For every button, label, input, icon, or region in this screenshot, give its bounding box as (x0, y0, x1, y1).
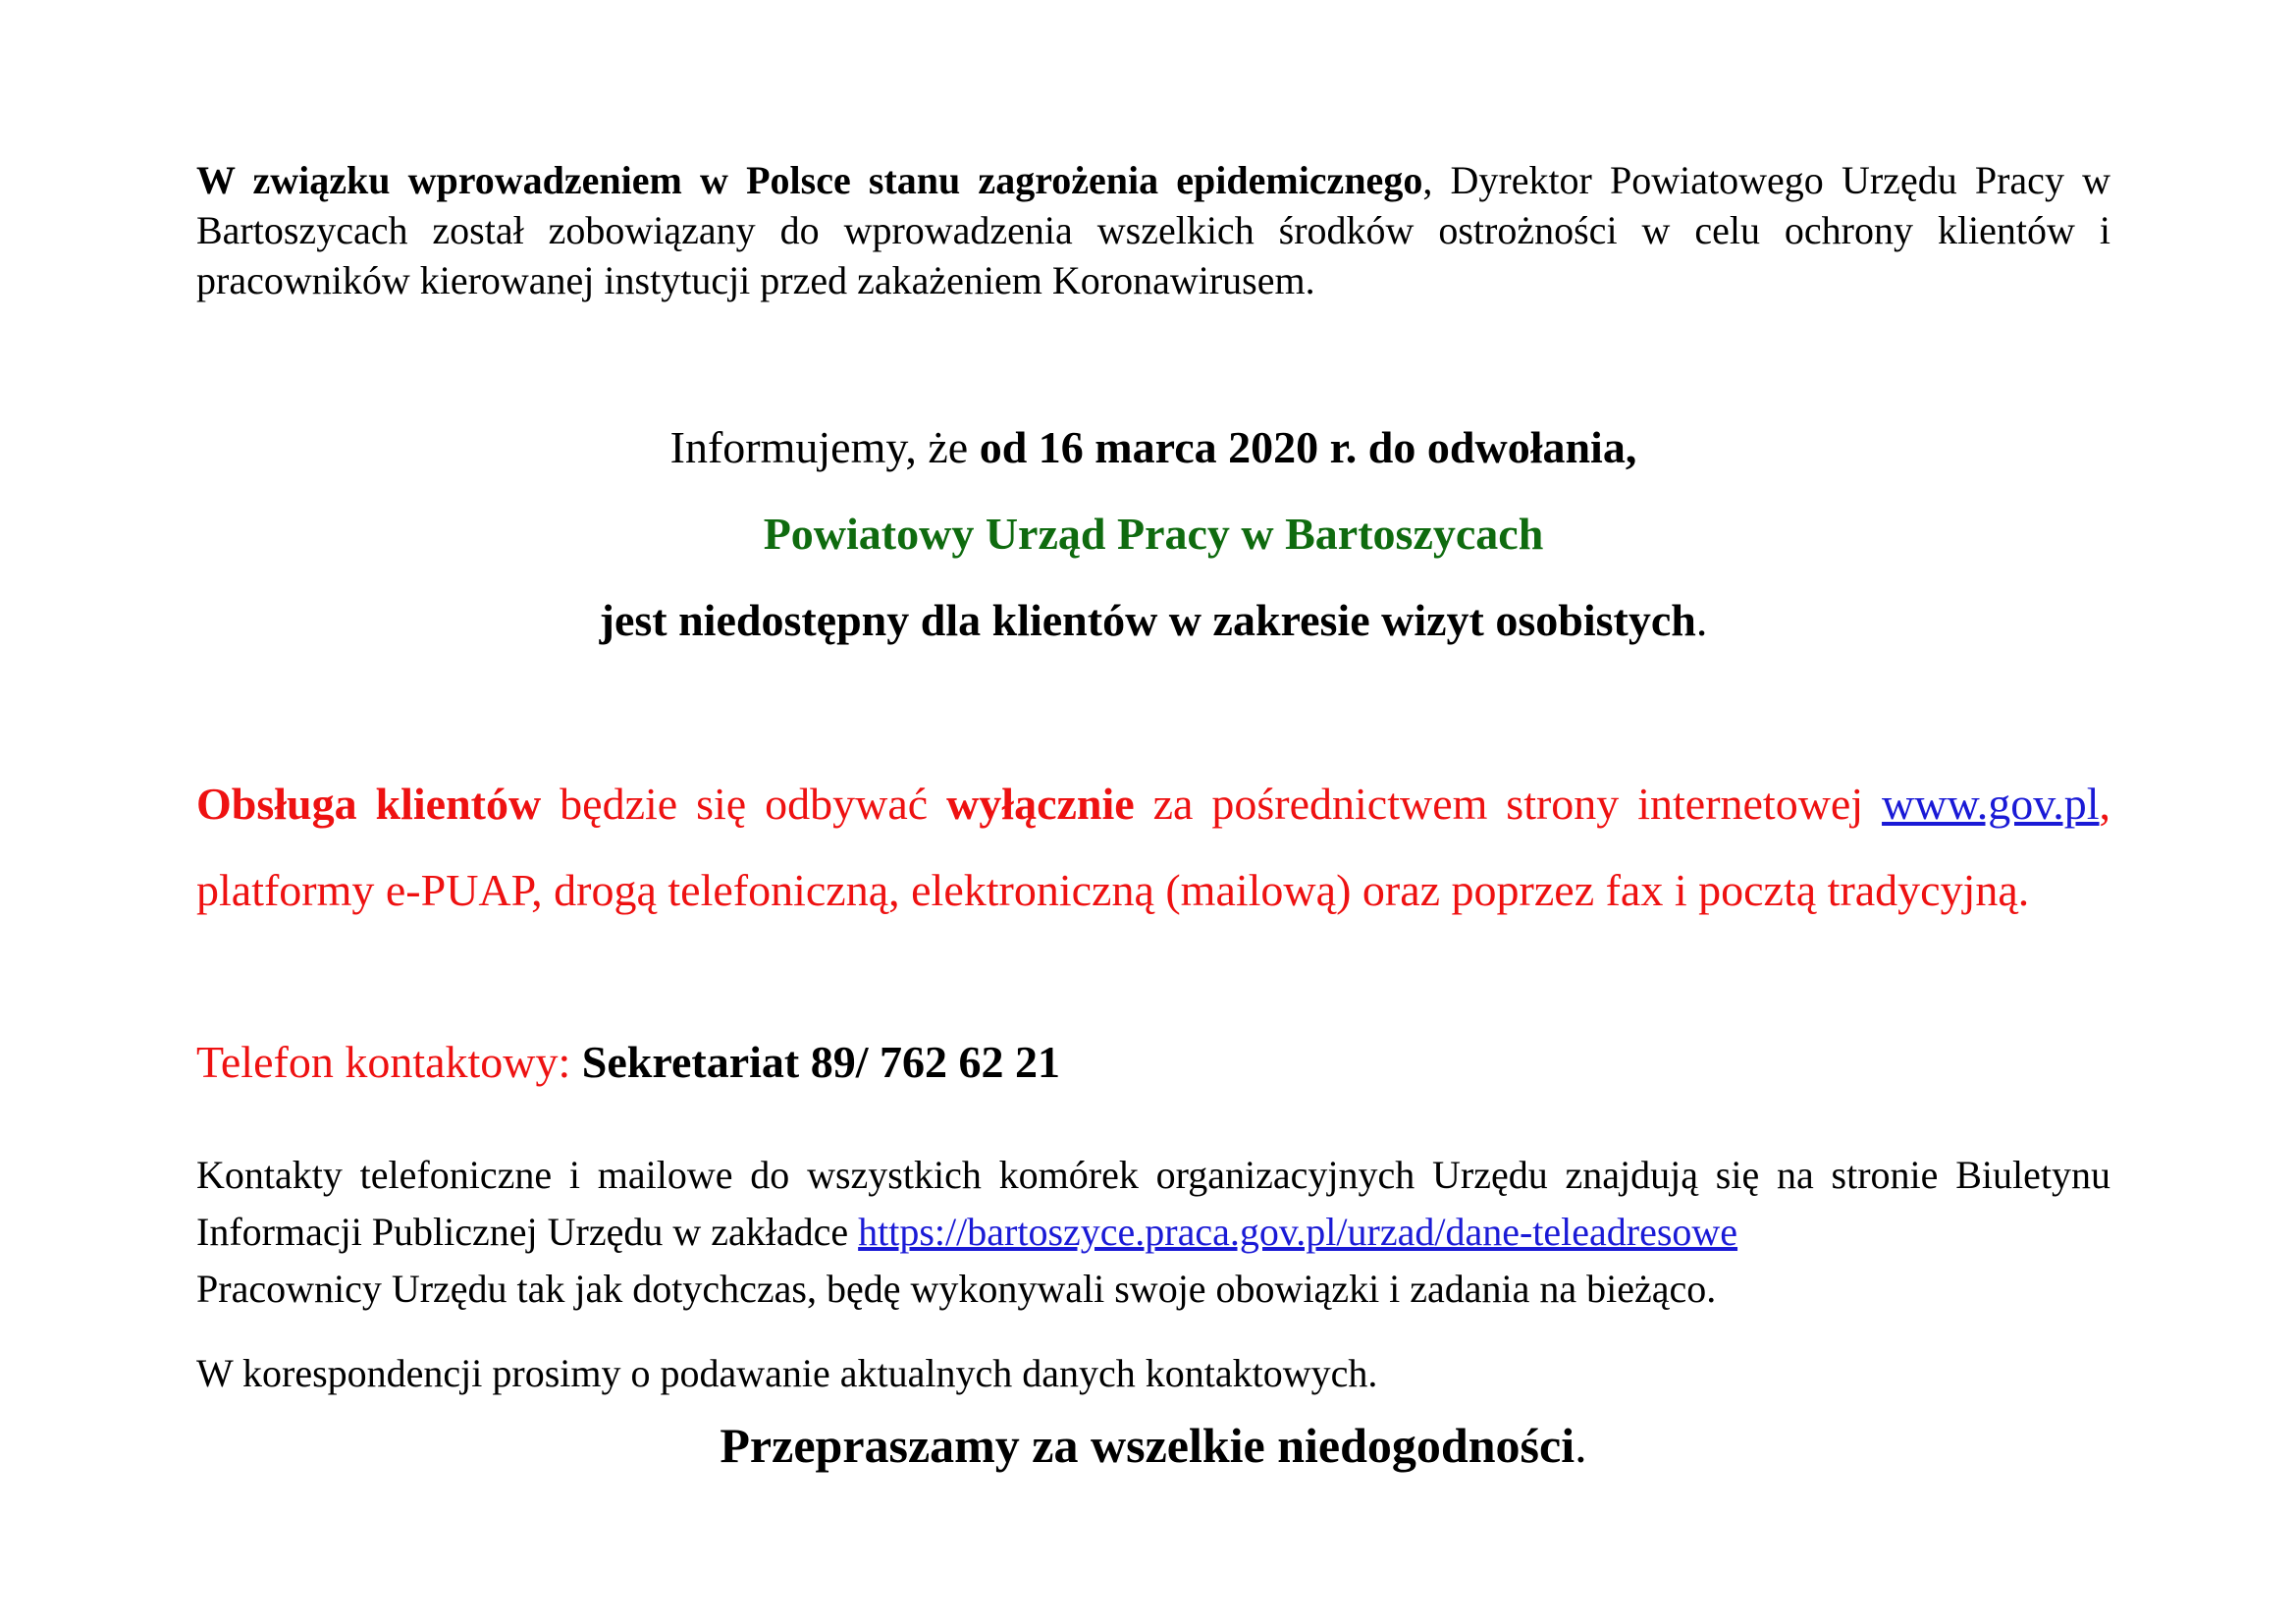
intro-paragraph (196, 155, 2110, 305)
service-text-1: będzie się odbywać (541, 779, 947, 829)
service-text-3: , platformy e-PUAP, drogą telefoniczną, elektroniczną (mailową) oraz poprzez fax i pocztą tradycyjną. (196, 779, 2111, 915)
office-name: Powiatowy Urząd Pracy w Bartoszycach (763, 509, 1544, 559)
phone-label: Telefon kontaktowy: (196, 1037, 582, 1087)
gov-link[interactable]: www.gov.pl (1882, 779, 2100, 829)
apology-text: Przepraszamy za wszelkie niedogodności (720, 1418, 1575, 1473)
contacts-text-1: Kontakty telefoniczne i mailowe do wszystkich komórek organizacyjnych Urzędu znajdują się na stronie Biuletynu Informacji Publicznej Urzędu w zakładce (196, 1153, 2110, 1254)
apology-suffix: . (1575, 1418, 1587, 1473)
contacts-paragraph (196, 1147, 2110, 1318)
phone-line (196, 1033, 2110, 1092)
info-prefix: Informujemy, że (669, 422, 980, 472)
contacts-text-2: Pracownicy Urzędu tak jak dotychczas, będę wykonywali swoje obowiązki i zadania na bieżąco. (196, 1267, 1717, 1311)
info-dates: od 16 marca 2020 r. do odwołania, (979, 422, 1637, 472)
bip-contacts-link[interactable]: https://bartoszyce.praca.gov.pl/urzad/dane-teleadresowe (858, 1210, 1738, 1254)
intro-bold: W związku wprowadzeniem w Polsce stanu zagrożenia epidemicznego (196, 158, 1423, 202)
phone-value: Sekretariat 89/ 762 62 21 (581, 1037, 1060, 1087)
closure-text: jest niedostępny dla klientów w zakresie wizyt osobistych (599, 595, 1696, 645)
apology-line (196, 1414, 2110, 1477)
intro-text: , Dyrektor Powiatowego Urzędu Pracy w Bartoszycach został zobowiązany do wprowadzenia wszelkich środków ostrożności w celu ochrony klientów i pracowników kierowanej instytucji przed zakażeniem Koronawirusem. (196, 158, 2110, 302)
info-line-dates (196, 418, 2110, 477)
service-paragraph (196, 761, 2110, 934)
correspondence-note: W korespondencji prosimy o podawanie aktualnych danych kontaktowych. (196, 1351, 1378, 1395)
info-line-closure (196, 591, 2110, 650)
service-bold-clients: Obsługa klientów (196, 779, 542, 829)
service-text-2: za pośrednictwem strony internetowej (1134, 779, 1883, 829)
service-bold-exclusively: wyłącznie (946, 779, 1135, 829)
closure-suffix: . (1695, 595, 1708, 645)
